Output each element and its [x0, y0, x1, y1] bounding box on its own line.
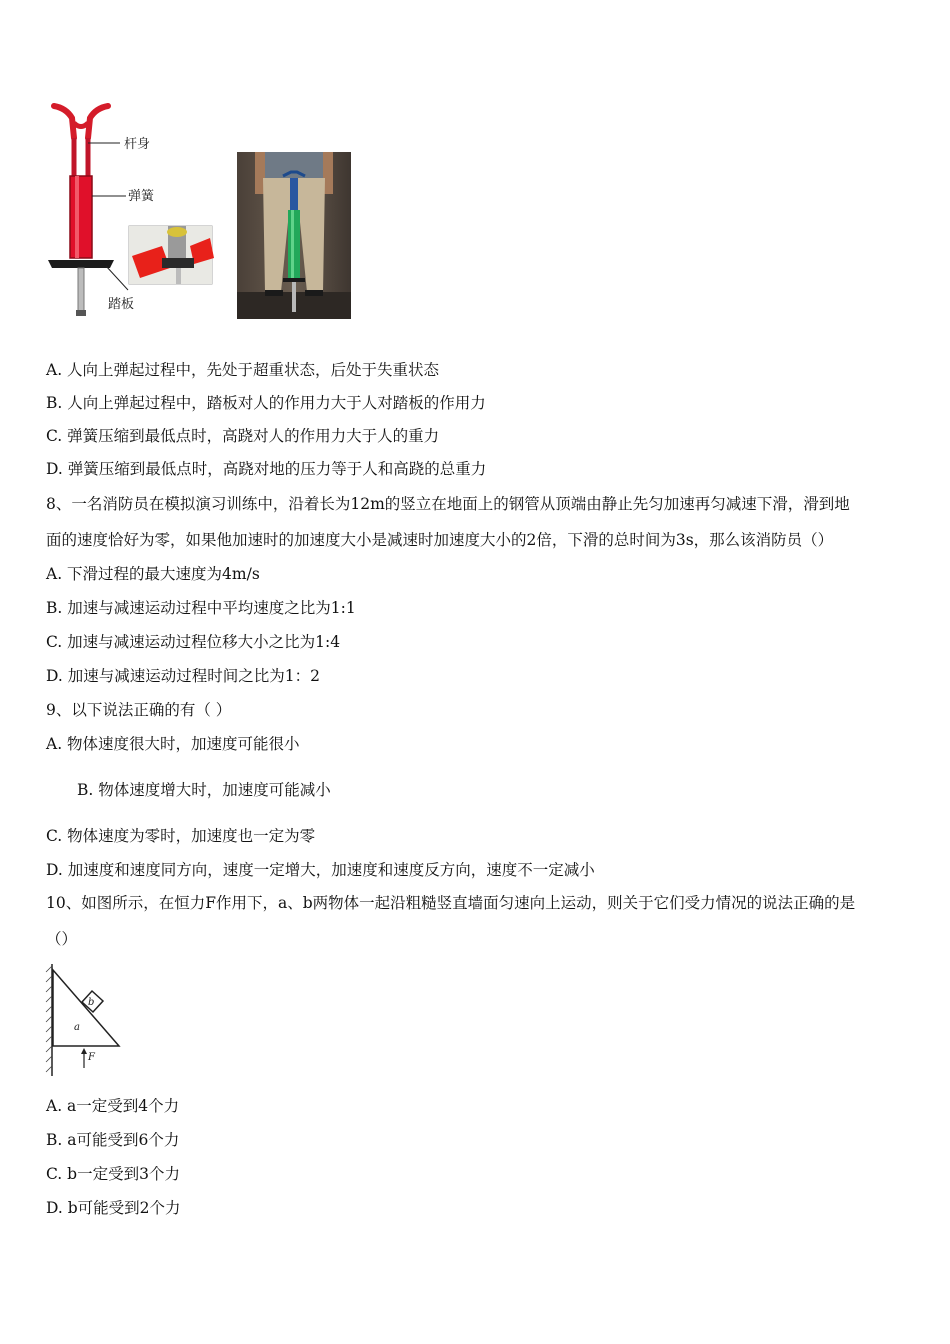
q10-option-b: B. a可能受到6个力	[46, 1131, 180, 1149]
q10-stem-line2: （）	[46, 930, 78, 948]
q8-option-c: C. 加速与减速运动过程位移大小之比为1:4	[46, 633, 341, 651]
q7-option-c: C. 弹簧压缩到最低点时，高跷对人的作用力大于人的重力	[46, 427, 440, 445]
label-a: a	[74, 1022, 80, 1033]
q10-stem-line1: 10、如图所示，在恒力F作用下，a、b两物体一起沿粗糙竖直墙面匀速向上运动，则关于它们受力情况的说法正确的是	[46, 894, 856, 912]
q7-option-d: D. 弹簧压缩到最低点时，高跷对地的压力等于人和高跷的总重力	[46, 460, 487, 478]
q9-stem: 9、以下说法正确的有（ ）	[46, 701, 232, 719]
pogo-stick-diagram	[44, 98, 219, 323]
spring-label: 弹簧	[128, 189, 155, 204]
pogo-stick-photo	[237, 152, 351, 319]
block-a	[53, 970, 119, 1046]
q9-option-a: A. 物体速度很大时，加速度可能很小	[46, 735, 300, 753]
q10-option-c: C. b一定受到3个力	[46, 1165, 180, 1183]
q8-option-b: B. 加速与减速运动过程中平均速度之比为1:1	[46, 599, 356, 617]
q8-option-d: D. 加速与减速运动过程时间之比为1：2	[46, 667, 320, 685]
q8-stem-line2: 面的速度恰好为零，如果他加速时的加速度大小是减速时加速度大小的2倍，下滑的总时间为3s，那么该消防员（）	[46, 531, 834, 549]
q9-option-d: D. 加速度和速度同方向，速度一定增大，加速度和速度反方向，速度不一定减小	[46, 861, 595, 879]
wedge-wall-diagram	[44, 960, 126, 1078]
q9-option-b: B. 物体速度增大时，加速度可能减小	[77, 781, 331, 799]
q7-option-a: A. 人向上弹起过程中，先处于超重状态，后处于失重状态	[46, 361, 440, 379]
q10-option-a: A. a一定受到4个力	[46, 1097, 180, 1115]
q8-stem-line1: 8、一名消防员在模拟演习训练中，沿着长为12m的竖立在地面上的钢管从顶端由静止先匀加速再匀减速下滑，滑到地	[46, 495, 850, 513]
label-b: b	[88, 997, 95, 1008]
rod-label: 杆身	[124, 137, 151, 152]
pedal-inset-image	[129, 226, 214, 284]
q8-option-a: A. 下滑过程的最大速度为4m/s	[46, 565, 260, 583]
q9-option-c: C. 物体速度为零时，加速度也一定为零	[46, 827, 316, 845]
pedal-label: 踏板	[108, 297, 135, 312]
q7-option-b: B. 人向上弹起过程中，踏板对人的作用力大于人对踏板的作用力	[46, 394, 486, 412]
q10-option-d: D. b可能受到2个力	[46, 1199, 181, 1217]
label-F: F	[88, 1052, 95, 1063]
